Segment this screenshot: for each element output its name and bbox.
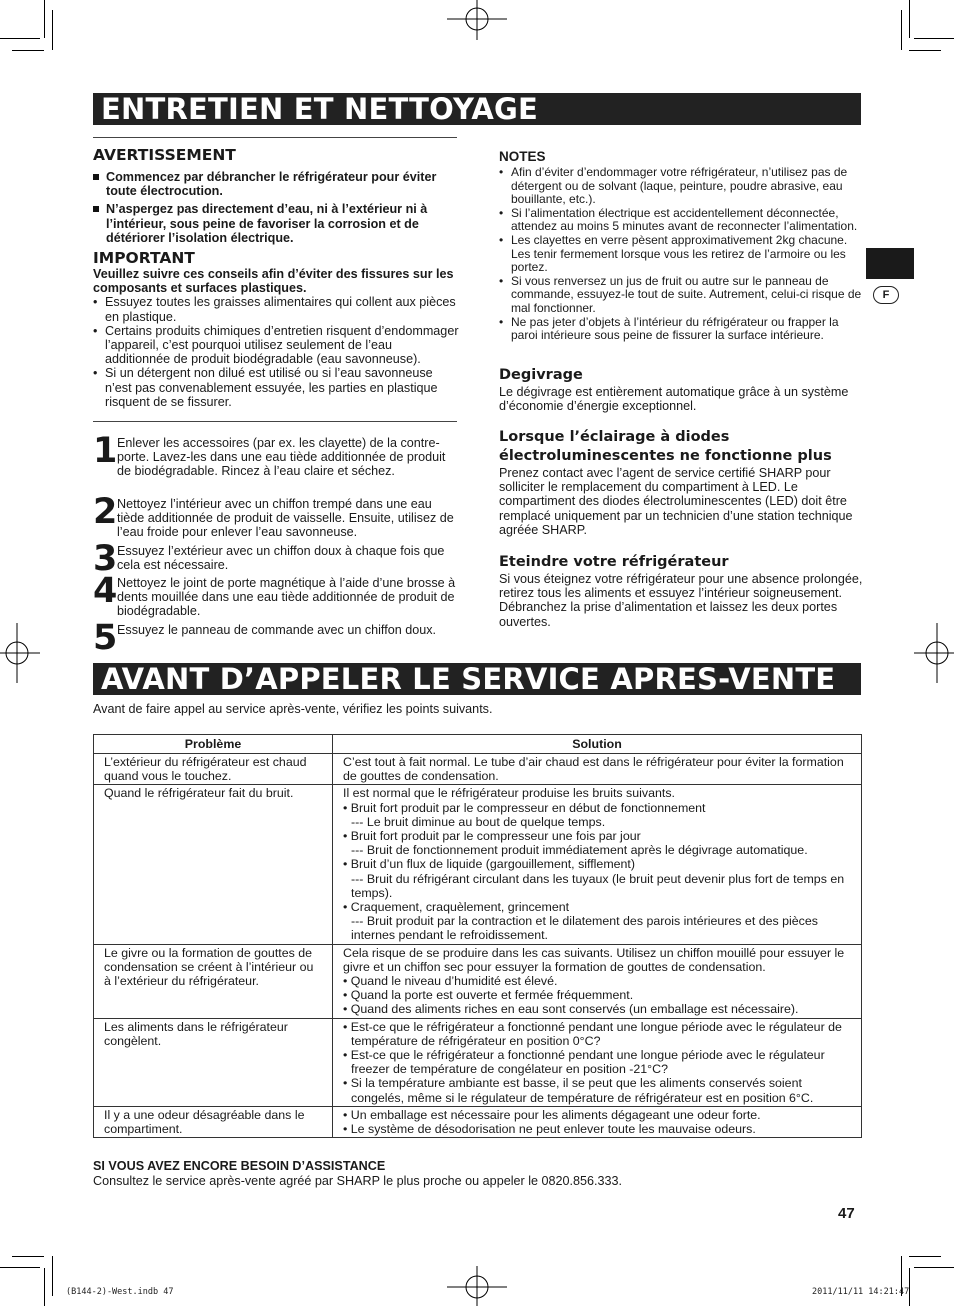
solution-bullet — [343, 829, 851, 843]
important-list — [93, 295, 459, 409]
bullet-glyph: • — [343, 857, 351, 872]
solution-detail: --- Bruit du réfrigérant circulant dans les tuyaux (le bruit peut devenir plus fort de temps en temps). — [351, 871, 845, 900]
solution-detail: --- Bruit de fonctionnement produit immédiatement après le dégivrage automatique. — [351, 843, 808, 858]
important-heading: IMPORTANT — [93, 249, 195, 268]
step-5 — [93, 618, 459, 658]
problem-cell: Il y a une odeur désagréable dans le compartiment. — [94, 1106, 333, 1137]
table-row — [94, 785, 862, 944]
bullet-text: Si la température ambiante est basse, il se peut que les aliments conservés soient congelés, même si le régulateur de température de réfrigérateur est en position 6°C. — [350, 1076, 814, 1105]
bullet-glyph: • — [343, 800, 351, 815]
bullet-glyph: • — [343, 1019, 351, 1034]
bullet-text: Bruit fort produit par le compresseur en début de fonctionnement — [350, 800, 706, 815]
problem-cell: Les aliments dans le réfrigérateur congèlent. — [94, 1018, 333, 1106]
degivrage-text: Le dégivrage est entièrement automatique grâce à un système d’économie d’énergie exceptionnel. — [499, 385, 849, 414]
solution-text: Il est normal que le réfrigérateur produise les bruits suivants. — [343, 786, 675, 801]
warning-item: Commencez par débrancher le réfrigérateur pour éviter toute électrocution. — [93, 170, 459, 198]
solution-bullet — [343, 1002, 851, 1016]
solution-bullet — [343, 1076, 851, 1104]
bullet-text: Bruit fort produit par le compresseur une fois par jour — [350, 829, 641, 844]
step-number: 3 — [93, 539, 118, 579]
step-number: 4 — [93, 571, 118, 611]
solution-bullet — [343, 801, 851, 815]
footer-file: (B144-2)-West.indb 47 — [66, 1287, 174, 1297]
bullet-text: Est-ce que le réfrigérateur a fonctionné pendant une longue période avec le régulateur de température de réfrigérateur en position 0°C? — [350, 1019, 842, 1048]
step-text: Essuyez l’extérieur avec un chiffon doux à chaque fois que cela est nécessaire. — [117, 544, 445, 573]
column-header-problem: Problème — [94, 735, 333, 754]
step-text: Enlever les accessoires (par ex. les clayette) de la contre-porte. Lavez-les dans une eau tiède additionnée de produit de biodégradable. Rincez à l’eau claire et séchez. — [117, 436, 446, 479]
warning-item: N’aspergez pas directement d’eau, ni à l’extérieur ni à l’intérieur, sous peine de favoriser la corrosion et de détériorer l’isolation électrique. — [93, 202, 459, 245]
bullet-glyph: • — [343, 829, 351, 844]
step-number: 2 — [93, 492, 118, 532]
page-number: 47 — [838, 1205, 855, 1222]
registration-mark-right — [914, 623, 954, 683]
registration-mark-bottom — [447, 1266, 507, 1306]
notes-block — [499, 148, 863, 343]
led-block — [499, 428, 863, 537]
notes-item: • Si vous renversez un jus de fruit ou autre sur le panneau de commande, essuyez-le tout de suite. Autrement, celui-ci risque de mal fonctionner. — [499, 275, 863, 316]
notes-item: • Les clayettes en verre pèsent approximativement 2kg chacune. Les tenir fermement lorsque vous les retirez de l’armoire ou les portez. — [499, 234, 863, 275]
solution-bullet — [343, 857, 851, 871]
bullet-text: Le système de désodorisation ne peut enlever toute les mauvaise odeurs. — [350, 1122, 756, 1137]
led-heading-line2: électroluminescentes ne fonctionne plus — [499, 448, 832, 464]
bullet-glyph: • — [343, 1122, 351, 1137]
bullet-text: Quand des aliments riches en eau sont conservés (un emballage est nécessaire). — [350, 1002, 799, 1017]
footer-timestamp: 2011/11/11 14:21:47 — [812, 1287, 910, 1297]
problem-cell: L’extérieur du réfrigérateur est chaud quand vous le touchez. — [94, 754, 333, 785]
troubleshooting-table — [93, 734, 862, 1138]
step-number: 1 — [93, 431, 118, 471]
warning-heading: AVERTISSEMENT — [93, 146, 236, 164]
language-badge: F — [873, 286, 899, 304]
notes-item: • Si l’alimentation électrique est accidentellement déconnectée, attendez au moins 5 minutes avant de reconnecter l’alimentation. — [499, 207, 863, 234]
table-body — [94, 754, 862, 1138]
step-3 — [93, 539, 459, 579]
led-text: Prenez contact avec l’agent de service certifié SHARP pour solliciter le remplacement du compartiment à LED. Le compartiment des diodes électroluminescentes (LED) doit être remplacé uniquement par un technicien d’une station technique agréée SHARP. — [499, 466, 853, 537]
problem-cell: Quand le réfrigérateur fait du bruit. — [94, 785, 333, 944]
column-header-solution: Solution — [333, 735, 862, 754]
divider — [93, 421, 457, 422]
notes-heading: NOTES — [499, 149, 546, 164]
important-item: • Certains produits chimiques d’entretien risquent d’endommager l’appareil, c’est pourquoi utilisez seulement de l’eau additionnée de produit biodégradable (eau savonneuse). — [93, 324, 459, 367]
step-text: Nettoyez l’intérieur avec un chiffon trempé dans une eau tiède additionnée de produit de vaisselle. Ensuite, utilisez de l’eau froide pour enlever l’eau savonneuse. — [117, 497, 454, 540]
section-title-service: AVANT D’APPELER LE SERVICE APRES-VENTE — [93, 663, 861, 695]
eteindre-heading: Eteindre votre réfrigérateur — [499, 554, 729, 570]
important-intro: Veuillez suivre ces conseils afin d’éviter des fissures sur les composants et surfaces plastiques. — [93, 267, 454, 296]
registration-mark-top — [447, 0, 507, 40]
solution-bullet — [343, 900, 851, 914]
service-intro: Avant de faire appel au service après-vente, vérifiez les points suivants. — [93, 702, 493, 716]
bullet-glyph: • — [343, 1107, 351, 1122]
eteindre-text: Si vous éteignez votre réfrigérateur pour une absence prolongée, retirez tous les aliments et essuyez l’intérieur soigneusement. Débranchez la prise d’alimentation et laissez les deux portes ouvertes. — [499, 572, 863, 629]
solution-bullet — [343, 1122, 851, 1136]
solution-text: C’est tout à fait normal. Le tube d’air chaud est dans le réfrigérateur pour éviter la formation de gouttes de condensation. — [343, 755, 844, 784]
step-text: Nettoyez le joint de porte magnétique à l’aide d’une brosse à dents mouillée dans une eau tiède additionnée de produit de biodégradable. — [117, 576, 456, 619]
bullet-glyph: • — [343, 1002, 351, 1017]
bullet-text: Quand le niveau d’humidité est élevé. — [350, 974, 558, 989]
solution-bullet — [343, 974, 851, 988]
assistance-heading: SI VOUS AVEZ ENCORE BESOIN D’ASSISTANCE — [93, 1159, 386, 1173]
table-row — [94, 944, 862, 1018]
bullet-text: Quand la porte est ouverte et fermée fréquemment. — [350, 988, 634, 1003]
bullet-glyph: • — [343, 1048, 351, 1063]
divider — [93, 137, 457, 138]
important-item: • Si un détergent non dilué est utilisé ou si l’eau savonneuse n’est pas convenablement essuyée, les parties en plastique risquent de se fissurer. — [93, 366, 459, 409]
degivrage-heading: Degivrage — [499, 367, 583, 383]
step-number: 5 — [93, 618, 118, 658]
bullet-glyph: • — [343, 988, 351, 1003]
table-row — [94, 1106, 862, 1137]
solution-bullet — [343, 988, 851, 1002]
section-title-entretien: ENTRETIEN ET NETTOYAGE — [93, 93, 861, 125]
degivrage-block — [499, 366, 863, 413]
solution-cell — [333, 785, 862, 944]
bullet-text: Est-ce que le réfrigérateur a fonctionné pendant une longue période avec le régulateur freezer de température de congélateur en position -21°C? — [350, 1048, 825, 1077]
table-row — [94, 754, 862, 785]
step-4 — [93, 571, 459, 619]
eteindre-block — [499, 553, 863, 629]
solution-detail: --- Le bruit diminue au bout de quelque temps. — [351, 814, 606, 829]
registration-mark-left — [0, 623, 40, 683]
assistance-text: Consultez le service après-vente agréé par SHARP le plus proche ou appeler le 0820.856.333. — [93, 1173, 623, 1188]
notes-list — [499, 166, 863, 343]
solution-detail: --- Bruit produit par la contraction et le dilatement des parois intérieures et des pièces internes pendant le refroidissement. — [351, 914, 818, 943]
solution-cell — [333, 1106, 862, 1137]
notes-item: • Ne pas jeter d’objets à l’intérieur du réfrigérateur ou frapper la paroi intérieure sous peine de fissurer la surface intérieure. — [499, 316, 863, 343]
notes-item: • Afin d’éviter d’endommager votre réfrigérateur, n’utilisez pas de détergent ou de solvant (laque, peinture, poudre abrasive, eau bouillante, etc.). — [499, 166, 863, 207]
step-1 — [93, 431, 459, 479]
table-row — [94, 1018, 862, 1106]
bullet-text: Bruit d’un flux de liquide (gargouillement, sifflement) — [350, 857, 635, 872]
solution-cell — [333, 1018, 862, 1106]
bullet-glyph: • — [343, 974, 351, 989]
step-text: Essuyez le panneau de commande avec un chiffon doux. — [117, 623, 437, 637]
led-heading-line1: Lorsque l’éclairage à diodes — [499, 429, 730, 445]
bullet-glyph: • — [343, 1076, 351, 1091]
bullet-text: Un emballage est nécessaire pour les aliments dégageant une odeur forte. — [350, 1107, 761, 1122]
problem-cell: Le givre ou la formation de gouttes de condensation se créent à l’intérieur ou à l’extérieur du réfrigérateur. — [94, 944, 333, 1018]
solution-cell — [333, 944, 862, 1018]
bullet-glyph: • — [343, 900, 351, 915]
assistance-block — [93, 1159, 861, 1188]
solution-cell — [333, 754, 862, 785]
solution-text: Cela risque de se produire dans les cas suivants. Utilisez un chiffon mouillé pour essuyer le givre et un chiffon sec pour essuyer la formation de gouttes de condensation. — [343, 945, 845, 974]
step-2 — [93, 492, 459, 540]
important-item: • Essuyez toutes les graisses alimentaires qui collent aux pièces en plastique. — [93, 295, 459, 323]
table-header-row — [94, 735, 862, 754]
solution-bullet — [343, 1020, 851, 1048]
side-tab — [866, 248, 914, 279]
solution-bullet — [343, 1108, 851, 1122]
solution-bullet — [343, 1048, 851, 1076]
warning-block — [93, 146, 459, 409]
warning-list — [93, 170, 459, 245]
bullet-text: Craquement, craquèlement, grincement — [350, 900, 570, 915]
